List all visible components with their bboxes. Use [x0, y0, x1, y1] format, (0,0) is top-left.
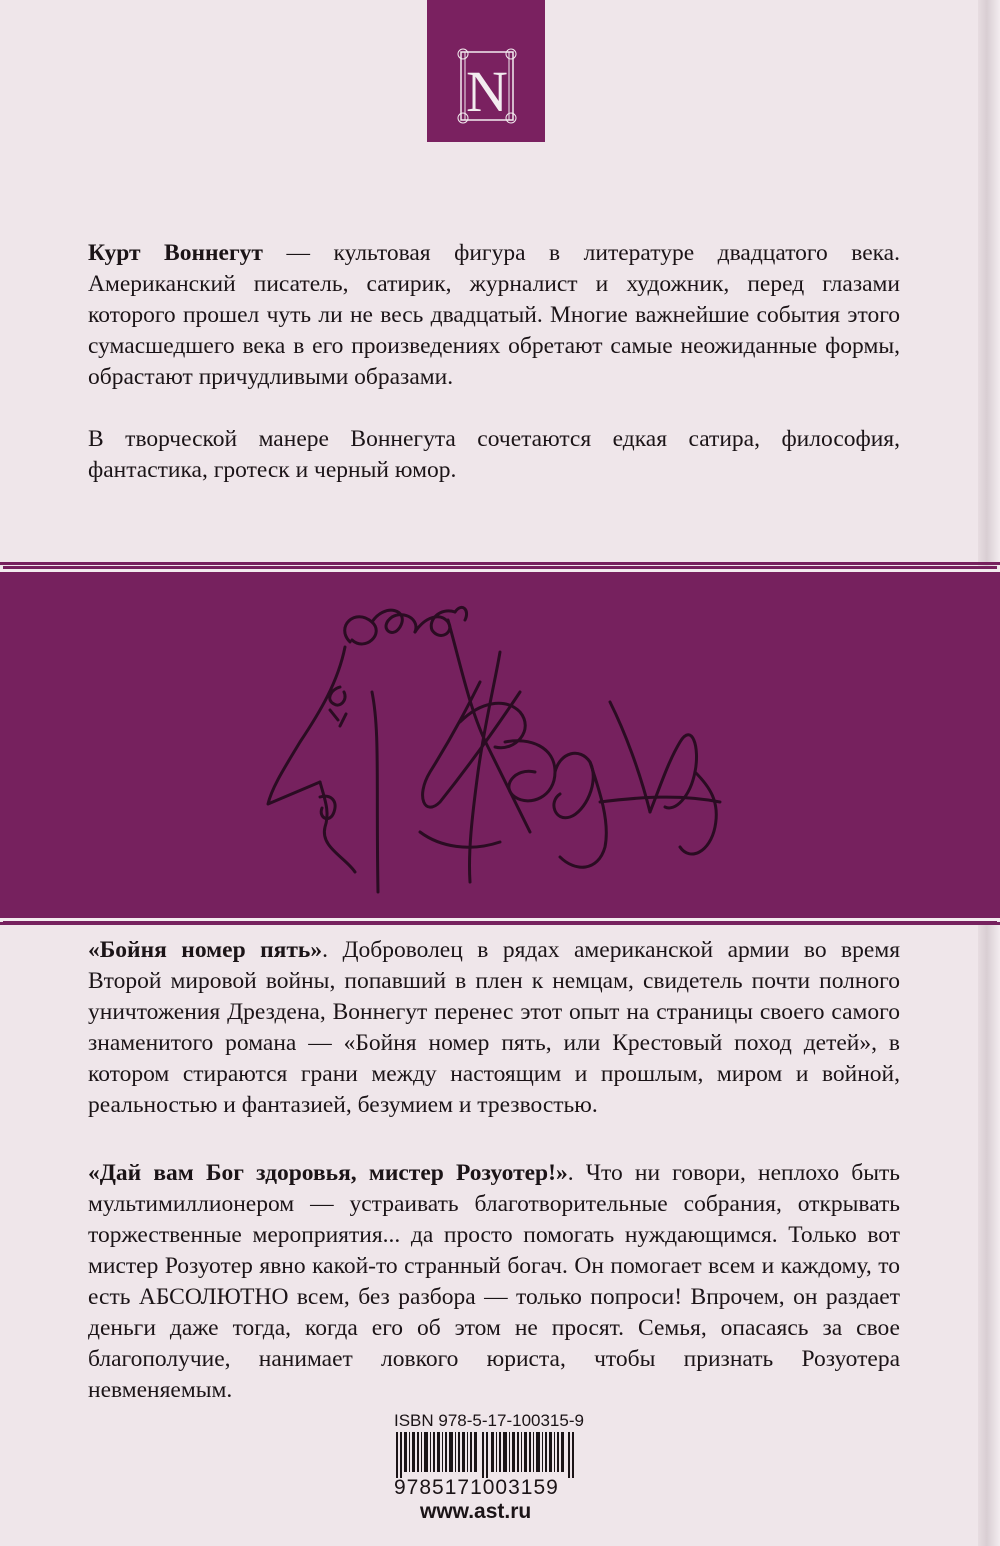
isbn-label: ISBN 978-5-17-100315-9 — [394, 1411, 584, 1430]
publisher-emblem — [427, 0, 545, 142]
intro-paragraph-1 — [88, 238, 900, 393]
book-description-2 — [88, 1158, 900, 1406]
book-text-1: . Доброволец в рядах американской армии во время Второй мировой войны, попавший в плен к немцам, свидетель почти полного уничтожения Дрездена, Воннегут перенес этот опыт на страницы своего самого знаменитого романа — «Бойня номер пять, или Крестовый поход детей», в котором стираются грани между настоящим и прошлым, миром и войной, реальностью и фантазией, безумием и трезвостью. — [88, 937, 901, 1118]
barcode-icon — [394, 1432, 580, 1478]
illustration-band — [0, 569, 1000, 921]
book-text-2: . Что ни говори, неплохо быть мультимиллионером — устраивать благотворительные собрания, открывать торжественные мероприятия... да просто помогать нуждающимся. Только вот мистер Розуотер явно какой-то странный богач. Он помогает всем и каждому, то есть АБСОЛЮТНО всем, без разбора — только попроси! Впрочем, он раздает деньги даже тогда, когда его об этом не просят. Семья, опасаясь за свое благополучие, нанимает ловкого юриста, чтобы признать Розуотера невменяемым. — [88, 1160, 900, 1403]
author-self-portrait-signature-icon — [0, 572, 1000, 918]
band-rule-bottom — [0, 922, 1000, 925]
publisher-monogram-icon — [427, 0, 545, 142]
author-name: Курт Воннегут — [88, 240, 263, 266]
book-description-1 — [88, 935, 900, 1121]
publisher-website: www.ast.ru — [420, 1500, 532, 1523]
book-title-2: «Дай вам Бог здоровья, мистер Розуотер!» — [88, 1160, 568, 1186]
band-rule-top — [0, 562, 1000, 565]
barcode-digits: 9785171003159 — [394, 1476, 559, 1499]
book-title-1: «Бойня номер пять» — [88, 937, 323, 963]
emblem-letter: N — [466, 59, 508, 124]
intro-paragraph-1-text: — культовая фигура в литературе двадцатого века. Американский писатель, сатирик, журналист и художник, перед глазами которого прошел чуть ли не весь двадцатый. Многие важнейшие события этого сумасшедшего века в его произведениях обретают самые неожиданные формы, обрастают причудливыми образами. — [88, 240, 900, 390]
intro-paragraph-2: В творческой манере Воннегута сочетаются едкая сатира, философия, фантастика, гротеск и черный юмор. — [88, 426, 900, 483]
